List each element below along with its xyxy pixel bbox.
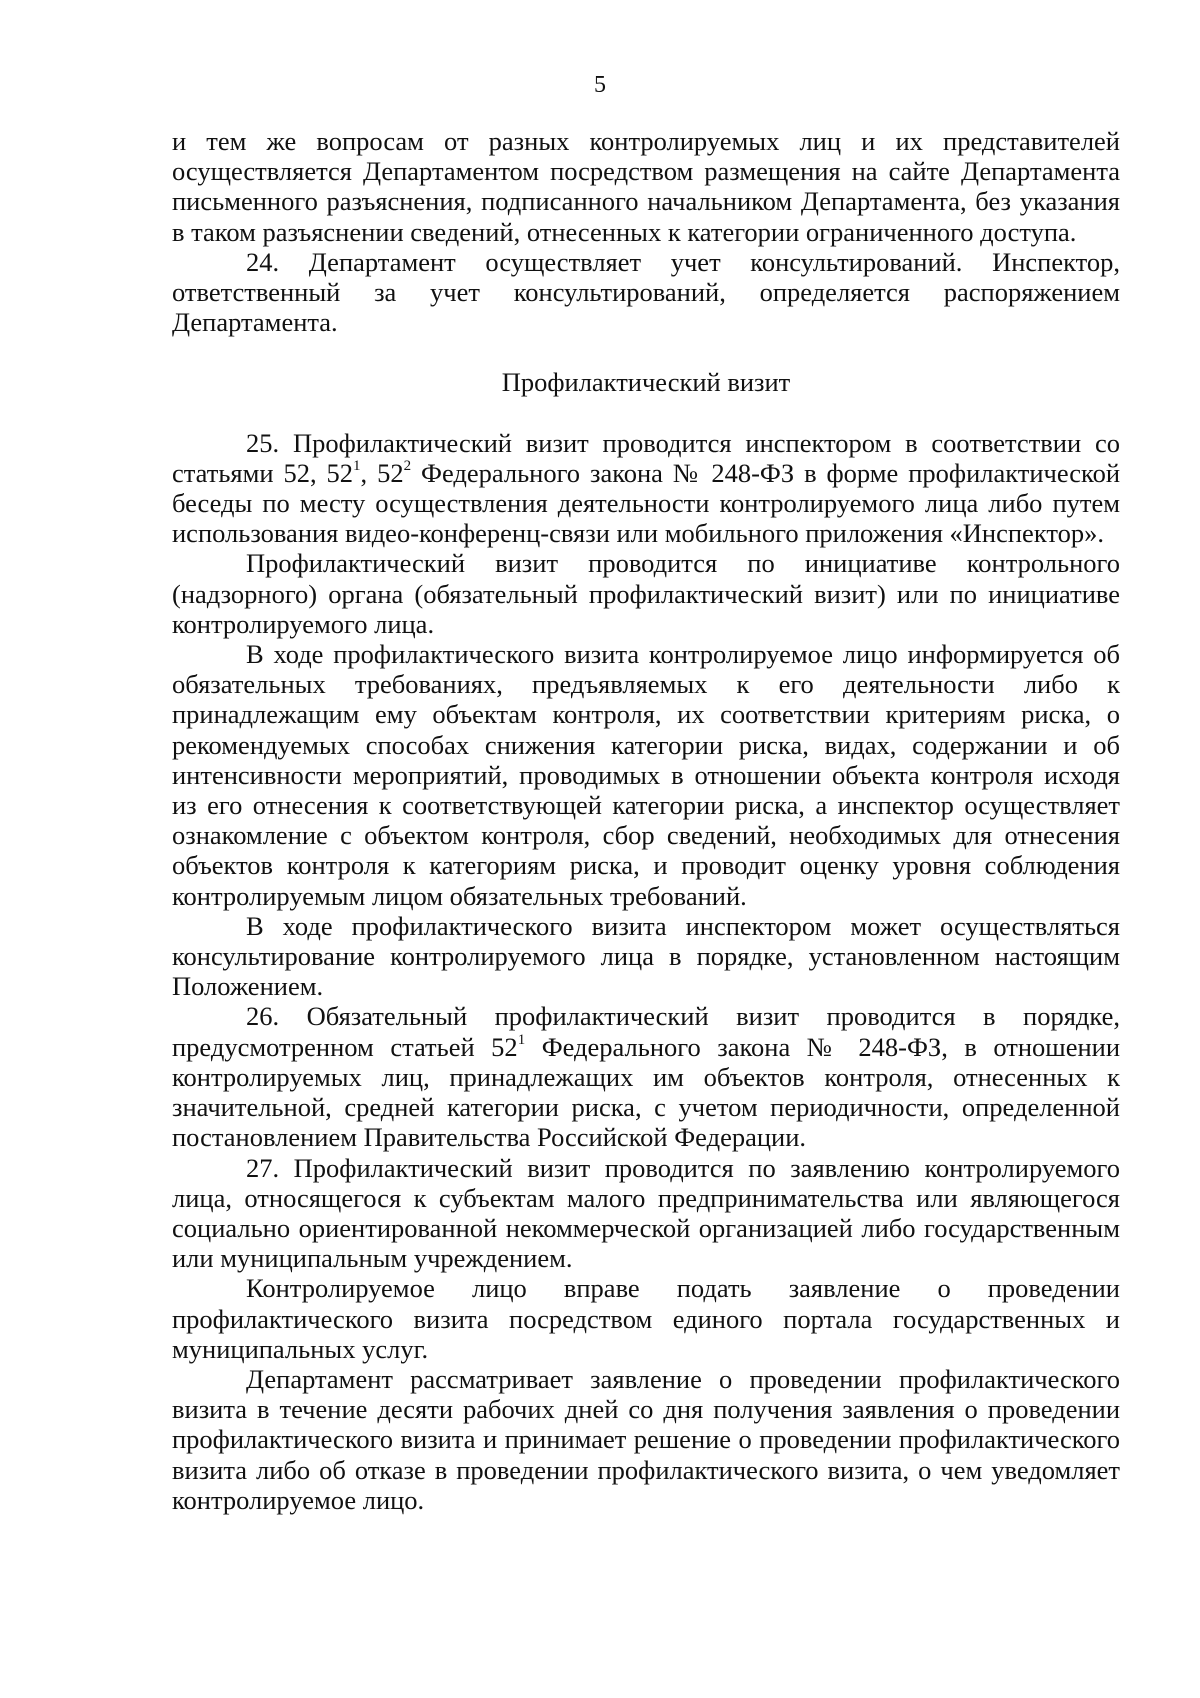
paragraph-27-application: Контролируемое лицо вправе подать заявление о проведении профилактического визита посредством единого портала государственных и муниципальных услуг. <box>172 1273 1120 1364</box>
paragraph-26-part-b: Федерального закона № 248-ФЗ, в отношении контролируемых лиц, принадлежащих им объектов контроля, отнесенных к значительной, средней категории риска, с учетом периодичности, определенной постановлением Правительства Российской Федерации. <box>172 1031 1120 1153</box>
superscript-1: 1 <box>353 457 361 474</box>
superscript-1: 1 <box>517 1031 526 1048</box>
paragraph-25-consulting: В ходе профилактического визита инспектором может осуществляться консультирование контролируемого лица в порядке, установленном настоящим Положением. <box>172 910 1120 1002</box>
paragraph-26-part-a: 26. Обязательный профилактический визит проводится в порядке, предусмотренном статьей 52 <box>172 1001 1120 1062</box>
paragraph-27: 27. Профилактический визит проводится по заявлению контролируемого лица, относящегося к субъектам малого предпринимательства или являющегося социально ориентированной некоммерческой организацией либо государственным или муниципальным учреждением. <box>172 1152 1120 1274</box>
paragraph-27-review: Департамент рассматривает заявление о проведении профилактического визита в течение десяти рабочих дней со дня получения заявления о проведении профилактического визита и принимает решение о проведении профилактического визита либо об отказе в проведении профилактического визита, о чем уведомляет контролируемое лицо. <box>172 1363 1120 1515</box>
paragraph-25-informing: В ходе профилактического визита контролируемое лицо информируется об обязательных требованиях, предъявляемых к его деятельности либо к принадлежащим ему объектам контроля, их соответствии критериям риска, о рекомендуемых способах снижения категории риска, видах, содержании и об интенсивности мероприятий, проводимых в отношении объекта контроля исходя из его отнесения к соответствующей категории риска, а инспектор осуществляет ознакомление с объектом контроля, сбор сведений, необходимых для отнесения объектов контроля к категориям риска, и проводит оценку уровня соблюдения контролируемым лицом обязательных требований. <box>172 639 1120 911</box>
paragraph-25-initiative: Профилактический визит проводится по инициативе контрольного (надзорного) органа (обязательный профилактический визит) или по инициативе контролируемого лица. <box>172 548 1120 639</box>
section-heading: Профилактический визит <box>501 367 791 398</box>
paragraph-25-part-a: 25. Профилактический визит проводится инспектором в соответствии со статьями 52, 52 <box>172 427 1120 488</box>
paragraph-25 <box>172 428 1120 549</box>
paragraph-25-part-c: Федерального закона № 248-ФЗ в форме профилактической беседы по месту осуществления деятельности контролируемого лица либо путем использования видео-конференц-связи или мобильного приложения «Инспектор». <box>172 457 1121 549</box>
page-number: 5 <box>594 72 606 98</box>
paragraph-continuation: и тем же вопросам от разных контролируемых лиц и их представителей осуществляется Департаментом посредством размещения на сайте Департамента письменного разъяснения, подписанного начальником Департамента, без указания в таком разъяснении сведений, отнесенных к категории ограниченного доступа. <box>172 126 1120 247</box>
document-body <box>172 126 1120 1515</box>
paragraph-24: 24. Департамент осуществляет учет консультирований. Инспектор, ответственный за учет консультирований, определяется распоряжением Департамента. <box>172 246 1120 338</box>
paragraph-26 <box>172 1001 1120 1152</box>
paragraph-25-part-b: , 52 <box>360 457 404 488</box>
superscript-2: 2 <box>403 457 412 474</box>
